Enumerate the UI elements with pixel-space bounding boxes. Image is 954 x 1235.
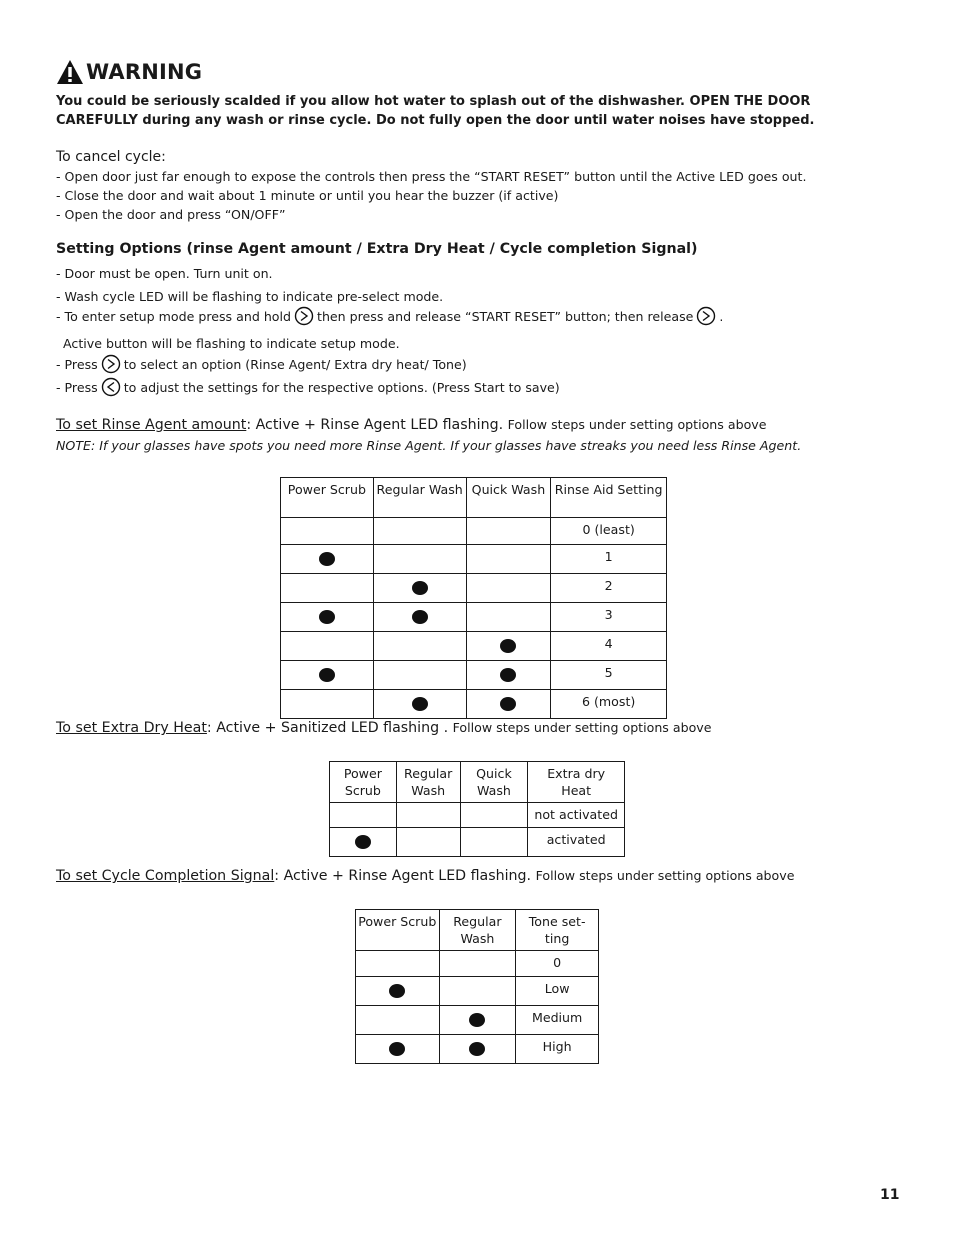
column-header: Tone set-ting bbox=[516, 910, 599, 951]
column-header: Rinse Aid Setting bbox=[551, 478, 667, 518]
rinse-agent-table bbox=[280, 477, 667, 719]
indicator-cell bbox=[466, 603, 551, 632]
indicator-cell bbox=[460, 828, 528, 857]
setting-line-adjust bbox=[56, 377, 560, 397]
dry-label: To set Extra Dry Heat bbox=[56, 720, 207, 736]
cancel-step: - Close the door and wait about 1 minute or until you hear the buzzer (if active) bbox=[56, 188, 559, 203]
setting-text: - To enter setup mode press and hold bbox=[56, 308, 291, 324]
led-dot-icon bbox=[319, 610, 335, 624]
indicator-cell bbox=[466, 632, 551, 661]
chevron-left-circle-icon bbox=[101, 377, 121, 397]
setting-cell: 1 bbox=[551, 545, 667, 574]
indicator-cell bbox=[356, 1006, 440, 1035]
column-header: Quick Wash bbox=[466, 478, 551, 518]
column-header: Power Scrub bbox=[356, 910, 440, 951]
table-row bbox=[330, 828, 625, 857]
setting-cell: 6 (most) bbox=[551, 690, 667, 719]
indicator-cell bbox=[330, 803, 397, 828]
setting-text: - Press bbox=[56, 356, 98, 372]
setting-cell: 5 bbox=[551, 661, 667, 690]
led-dot-icon bbox=[389, 1042, 405, 1056]
indicator-cell bbox=[439, 951, 516, 977]
indicator-cell bbox=[281, 574, 374, 603]
column-header: Power Scrub bbox=[281, 478, 374, 518]
column-header: Regular Wash bbox=[439, 910, 516, 951]
indicator-cell bbox=[373, 661, 466, 690]
rinse-note: NOTE: If your glasses have spots you need more Rinse Agent. If your glasses have streaks you need less Rinse Agent. bbox=[56, 438, 802, 453]
led-dot-icon bbox=[500, 668, 516, 682]
led-dot-icon bbox=[469, 1013, 485, 1027]
indicator-cell bbox=[281, 603, 374, 632]
setting-cell: not activated bbox=[528, 803, 625, 828]
indicator-cell bbox=[439, 1006, 516, 1035]
indicator-cell bbox=[466, 661, 551, 690]
dry-section-heading bbox=[56, 720, 712, 736]
column-header: Power Scrub bbox=[330, 762, 397, 803]
warning-title: WARNING bbox=[86, 60, 203, 84]
indicator-cell bbox=[281, 518, 374, 545]
chevron-right-circle-icon bbox=[294, 306, 314, 326]
led-dot-icon bbox=[500, 697, 516, 711]
table-row bbox=[281, 661, 667, 690]
indicator-cell bbox=[330, 828, 397, 857]
table-row bbox=[356, 951, 599, 977]
indicator-cell bbox=[466, 545, 551, 574]
setting-text: to select an option (Rinse Agent/ Extra dry heat/ Tone) bbox=[123, 356, 467, 372]
cancel-step: - Open door just far enough to expose the controls then press the “START RESET” button until the Active LED goes out. bbox=[56, 169, 807, 184]
tone-setting-table bbox=[355, 909, 599, 1064]
rinse-label: To set Rinse Agent amount bbox=[56, 417, 247, 433]
setting-line: Active button will be flashing to indicate setup mode. bbox=[63, 336, 400, 351]
indicator-cell bbox=[281, 545, 374, 574]
setting-cell: 0 (least) bbox=[551, 518, 667, 545]
led-dot-icon bbox=[412, 697, 428, 711]
led-dot-icon bbox=[412, 581, 428, 595]
indicator-cell bbox=[439, 977, 516, 1006]
indicator-cell bbox=[466, 518, 551, 545]
setting-line: - Wash cycle LED will be flashing to indicate pre-select mode. bbox=[56, 289, 444, 304]
led-dot-icon bbox=[500, 639, 516, 653]
table-row bbox=[281, 632, 667, 661]
rinse-follow: Follow steps under setting options above bbox=[507, 417, 767, 432]
table-row bbox=[281, 603, 667, 632]
tone-text: : Active + Rinse Agent LED flashing. bbox=[274, 868, 532, 884]
cancel-step: - Open the door and press “ON/OFF” bbox=[56, 207, 286, 222]
indicator-cell bbox=[373, 518, 466, 545]
cancel-heading: To cancel cycle: bbox=[56, 149, 166, 165]
table-row bbox=[330, 803, 625, 828]
dry-text: : Active + Sanitized LED flashing . bbox=[206, 720, 449, 736]
warning-header bbox=[56, 58, 202, 86]
indicator-cell bbox=[281, 661, 374, 690]
indicator-cell bbox=[466, 574, 551, 603]
warning-triangle-icon bbox=[56, 59, 84, 85]
table-row bbox=[281, 690, 667, 719]
led-dot-icon bbox=[412, 610, 428, 624]
setting-line-setup bbox=[56, 306, 723, 326]
indicator-cell bbox=[373, 690, 466, 719]
chevron-right-circle-icon bbox=[696, 306, 716, 326]
setting-cell: Low bbox=[516, 977, 599, 1006]
rinse-section-heading bbox=[56, 417, 766, 433]
indicator-cell bbox=[373, 574, 466, 603]
indicator-cell bbox=[466, 690, 551, 719]
indicator-cell bbox=[373, 632, 466, 661]
setting-cell: 4 bbox=[551, 632, 667, 661]
setting-heading: Setting Options (rinse Agent amount / Extra Dry Heat / Cycle completion Signal) bbox=[56, 241, 698, 257]
indicator-cell bbox=[373, 545, 466, 574]
indicator-cell bbox=[356, 977, 440, 1006]
indicator-cell bbox=[396, 803, 460, 828]
rinse-text: : Active + Rinse Agent LED flashing. bbox=[246, 417, 504, 433]
table-row bbox=[356, 977, 599, 1006]
setting-cell: Medium bbox=[516, 1006, 599, 1035]
extra-dry-heat-table bbox=[329, 761, 625, 857]
page-number: 11 bbox=[880, 1187, 900, 1203]
column-header: Regular Wash bbox=[396, 762, 460, 803]
cancel-steps bbox=[56, 167, 806, 224]
tone-label: To set Cycle Completion Signal bbox=[56, 868, 275, 884]
setting-text: to adjust the settings for the respective options. (Press Start to save) bbox=[123, 379, 560, 395]
setting-cell: 2 bbox=[551, 574, 667, 603]
led-dot-icon bbox=[389, 984, 405, 998]
indicator-cell bbox=[460, 803, 528, 828]
dry-follow: Follow steps under setting options above bbox=[452, 720, 712, 735]
column-header: Regular Wash bbox=[373, 478, 466, 518]
setting-text: - Press bbox=[56, 379, 98, 395]
indicator-cell bbox=[281, 632, 374, 661]
chevron-right-circle-icon bbox=[101, 354, 121, 374]
indicator-cell bbox=[356, 1035, 440, 1064]
indicator-cell bbox=[373, 603, 466, 632]
table-row bbox=[281, 545, 667, 574]
indicator-cell bbox=[439, 1035, 516, 1064]
table-row bbox=[281, 518, 667, 545]
led-dot-icon bbox=[469, 1042, 485, 1056]
table-row bbox=[356, 1035, 599, 1064]
tone-follow: Follow steps under setting options above bbox=[535, 868, 795, 883]
setting-text: then press and release “START RESET” button; then release bbox=[317, 308, 694, 324]
setting-cell: 0 bbox=[516, 951, 599, 977]
setting-text: . bbox=[719, 308, 724, 324]
table-row bbox=[356, 1006, 599, 1035]
setting-line: - Door must be open. Turn unit on. bbox=[56, 266, 273, 281]
column-header: Quick Wash bbox=[460, 762, 528, 803]
led-dot-icon bbox=[319, 668, 335, 682]
setting-cell: High bbox=[516, 1035, 599, 1064]
setting-cell: 3 bbox=[551, 603, 667, 632]
indicator-cell bbox=[396, 828, 460, 857]
indicator-cell bbox=[356, 951, 440, 977]
tone-section-heading bbox=[56, 868, 794, 884]
setting-line-select bbox=[56, 354, 467, 374]
led-dot-icon bbox=[319, 552, 335, 566]
indicator-cell bbox=[281, 690, 374, 719]
setting-cell: activated bbox=[528, 828, 625, 857]
warning-body: You could be seriously scalded if you allow hot water to splash out of the dishwasher. OPEN THE DOOR CAREFULLY during any wash or rinse cycle. Do not fully open the door until water noises have stopped. bbox=[56, 94, 815, 128]
table-row bbox=[281, 574, 667, 603]
led-dot-icon bbox=[355, 835, 371, 849]
column-header: Extra dry Heat bbox=[528, 762, 625, 803]
